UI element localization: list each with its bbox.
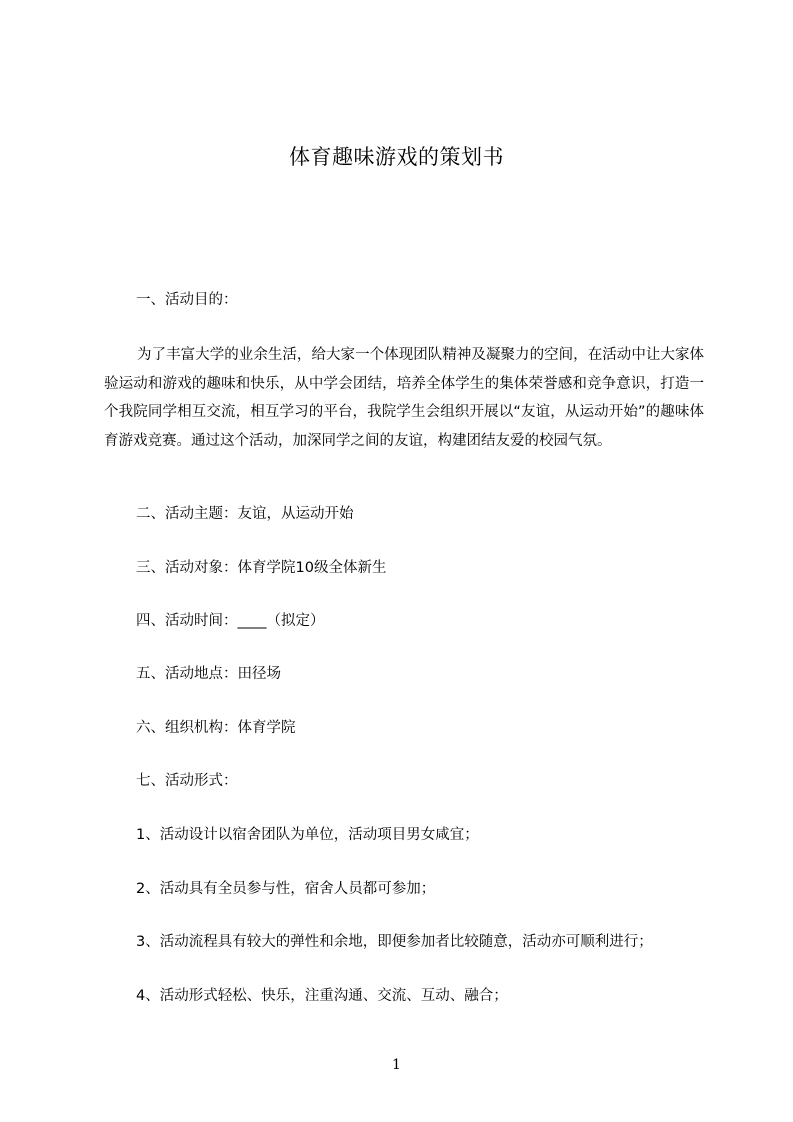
form-item-3: 3、活动流程具有较大的弹性和余地，即便参加者比较随意，活动亦可顺利进行； bbox=[136, 934, 653, 950]
section-1-heading: 一、活动目的： bbox=[136, 292, 238, 308]
section-3-audience: 三、活动对象：体育学院10级全体新生 bbox=[136, 560, 387, 576]
form-item-1: 1、活动设计以宿舍团队为单位，活动项目男女咸宜； bbox=[136, 827, 479, 843]
section-4-time: 四、活动时间：____（拟定） bbox=[136, 613, 325, 629]
form-item-2: 2、活动具有全员参与性，宿舍人员都可参加； bbox=[136, 881, 436, 897]
form-item-4: 4、活动形式轻松、快乐，注重沟通、交流、互动、融合； bbox=[136, 988, 508, 1004]
section-5-location: 五、活动地点：田径场 bbox=[136, 666, 281, 682]
document-title: 体育趣味游戏的策划书 bbox=[289, 145, 504, 169]
section-6-organizer: 六、组织机构：体育学院 bbox=[136, 720, 296, 736]
section-2-theme: 二、活动主题：友谊，从运动开始 bbox=[136, 506, 354, 522]
page-number: 1 bbox=[392, 1057, 401, 1073]
section-1-paragraph: 为了丰富大学的业余生活，给大家一个体现团队精神及凝聚力的空间，在活动中让大家体验运动和游戏的趣味和快乐，从中学会团结，培养全体学生的集体荣誉感和竞争意识，打造一个我院同学相互交流，相互学习的平台，我院学生会组织开展以“友谊，从运动开始”的趣味体育游戏竞赛。通过这个活动，加深同学之间的友谊，构建团结友爱的校园气氛。 bbox=[104, 347, 704, 449]
section-7-heading: 七、活动形式： bbox=[136, 773, 238, 789]
